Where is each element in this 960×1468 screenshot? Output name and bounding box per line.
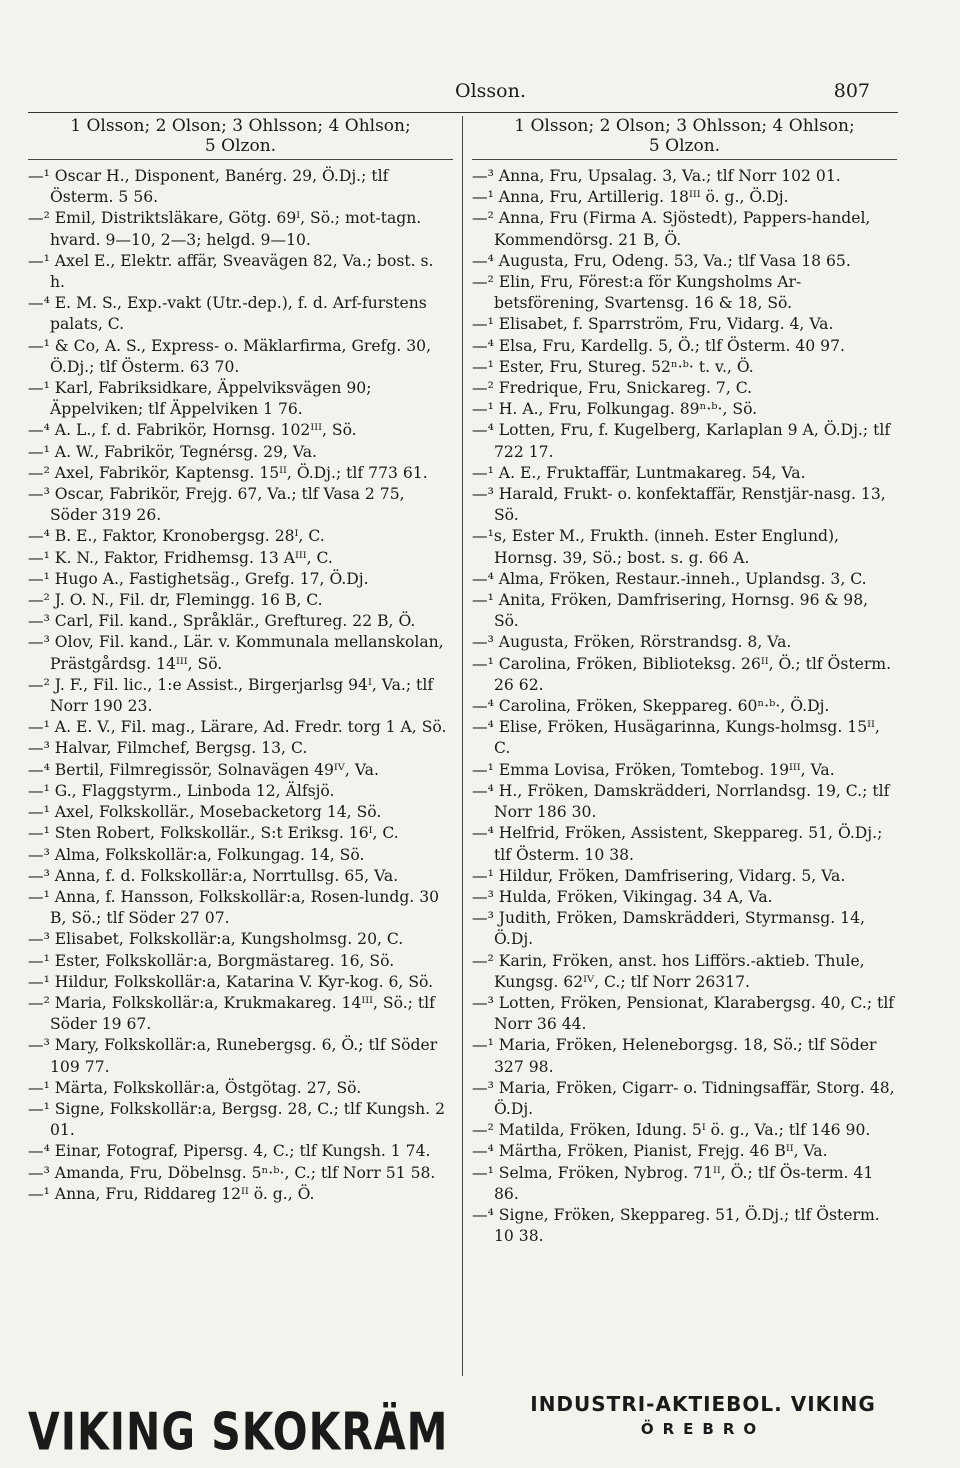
- column-heading-line2: 5 Olzon.: [204, 136, 277, 156]
- list-item: —¹ & Co, A. S., Express- o. Mäklarfirma, Grefg. 30, Ö.Dj.; tlf Österm. 63 70.: [28, 336, 432, 376]
- running-head: [0, 80, 960, 104]
- list-item: —⁴ Lotten, Fru, f. Kugelberg, Karlaplan 9 A, Ö.Dj.; tlf 722 17.: [472, 421, 891, 461]
- list-item: —⁴ Helfrid, Fröken, Assistent, Skeppareg. 51, Ö.Dj.; tlf Österm. 10 38.: [472, 824, 883, 864]
- left-column: [28, 116, 453, 1205]
- list-item: —¹ Hildur, Fröken, Damfrisering, Vidarg. 5, Va.: [472, 866, 846, 885]
- column-divider: [462, 116, 463, 1376]
- list-item: —³ Anna, Fru, Upsalag. 3, Va.; tlf Norr 102 01.: [472, 167, 841, 185]
- list-item: —¹ Elisabet, f. Sparrström, Fru, Vidarg. 4, Va.: [472, 315, 834, 334]
- list-item: —¹ Axel E., Elektr. affär, Sveavägen 82, Va.; bost. s. h.: [28, 251, 434, 292]
- list-item: —¹ A. E., Fruktaffär, Luntmakareg. 54, Va.: [472, 463, 806, 482]
- list-item: —² Maria, Folkskollär:a, Krukmakareg. 14ᴵᴵᴵ, Sö.; tlf Söder 19 67.: [28, 993, 435, 1034]
- column-heading: [28, 116, 453, 160]
- list-item: —³ Carl, Fil. kand., Språklär., Greftureg. 22 B, Ö.: [28, 612, 416, 631]
- list-item: —⁴ Carolina, Fröken, Skeppareg. 60ⁿ·ᵇ·, Ö.Dj.: [472, 697, 830, 716]
- list-item: —³ Judith, Fröken, Damskrädderi, Styrmansg. 14, Ö.Dj.: [472, 909, 865, 949]
- list-item: —¹ Axel, Folkskollär., Mosebacketorg 14, Sö.: [28, 803, 382, 822]
- list-item: —¹ Anita, Fröken, Damfrisering, Hornsg. 96 & 98, Sö.: [472, 591, 869, 631]
- list-item: —¹ A. E. V., Fil. mag., Lärare, Ad. Fredr. torg 1 A, Sö.: [28, 718, 447, 737]
- list-item: —² J. F., Fil. lic., 1:e Assist., Birgerjarlsg 94ᴵ, Va.; tlf Norr 190 23.: [28, 675, 434, 716]
- list-item: —¹ H. A., Fru, Folkungag. 89ⁿ·ᵇ·, Sö.: [472, 400, 758, 419]
- list-item: —⁴ E. M. S., Exp.-vakt (Utr.-dep.), f. d. Arf-furstens palats, C.: [28, 294, 427, 334]
- list-item: —⁴ Märtha, Fröken, Pianist, Frejg. 46 Bᴵᴵ, Va.: [472, 1142, 828, 1161]
- ad-company-block: [493, 1392, 913, 1438]
- list-item: —² Karin, Fröken, anst. hos Lifförs.-aktieb. Thule, Kungsg. 62ᴵⱽ, C.; tlf Norr 26317.: [472, 951, 865, 991]
- list-item: —¹ Sten Robert, Folkskollär., S:t Eriksg. 16ᴵ, C.: [28, 824, 399, 843]
- list-item: —² Axel, Fabrikör, Kaptensg. 15ᴵᴵ, Ö.Dj.; tlf 773 61.: [28, 463, 428, 482]
- list-item: —¹ Emma Lovisa, Fröken, Tomtebog. 19ᴵᴵᴵ, Va.: [472, 760, 835, 779]
- column-heading-line2: 5 Olzon.: [648, 136, 721, 156]
- list-item: —¹ Hugo A., Fastighetsäg., Grefg. 17, Ö.Dj.: [28, 569, 369, 588]
- list-item: —¹ Signe, Folkskollär:a, Bergsg. 28, C.; tlf Kungsh. 2 01.: [28, 1099, 446, 1140]
- list-item: —⁴ Bertil, Filmregissör, Solnavägen 49ᴵⱽ, Va.: [28, 760, 379, 779]
- list-item: —³ Lotten, Fröken, Pensionat, Klarabergsg. 40, C.; tlf Norr 36 44.: [472, 993, 895, 1034]
- list-item: —³ Alma, Folkskollär:a, Folkungag. 14, Sö.: [28, 845, 365, 864]
- ad-company-city: ÖREBRO: [640, 1420, 766, 1438]
- list-item: —¹ Ester, Folkskollär:a, Borgmästareg. 16, Sö.: [28, 951, 395, 970]
- top-rule: [28, 112, 898, 113]
- list-item: —¹ Hildur, Folkskollär:a, Katarina V. Kyr-kog. 6, Sö.: [28, 972, 434, 991]
- list-item: —¹ K. N., Faktor, Fridhemsg. 13 Aᴵᴵᴵ, C.: [28, 548, 333, 567]
- list-item: —² Matilda, Fröken, Idung. 5ᴵ ö. g., Va.; tlf 146 90.: [472, 1121, 871, 1140]
- list-item: —³ Anna, f. d. Folkskollär:a, Norrtullsg. 65, Va.: [28, 866, 399, 885]
- list-item: —⁴ A. L., f. d. Fabrikör, Hornsg. 102ᴵᴵᴵ, Sö.: [28, 421, 357, 440]
- column-heading-line1: 1 Olsson; 2 Olson; 3 Ohlsson; 4 Ohlson;: [70, 116, 411, 136]
- entry-list: [28, 166, 453, 1205]
- list-item: —¹s, Ester M., Frukth. (inneh. Ester Englund), Hornsg. 39, Sö.; bost. s. g. 66 A.: [472, 527, 840, 567]
- list-item: —³ Elisabet, Folkskollär:a, Kungsholmsg. 20, C.: [28, 930, 404, 949]
- list-item: —⁴ Einar, Fotograf, Pipersg. 4, C.; tlf Kungsh. 1 74.: [28, 1142, 431, 1161]
- list-item: —² Elin, Fru, Förest:a för Kungsholms Ar-betsförening, Svartensg. 16 & 18, Sö.: [472, 273, 802, 313]
- list-item: —⁴ Alma, Fröken, Restaur.-inneh., Uplandsg. 3, C.: [472, 569, 867, 588]
- column-heading: [472, 116, 897, 160]
- list-item: —⁴ B. E., Faktor, Kronobergsg. 28ᴵ, C.: [28, 527, 325, 546]
- advertisement-footer: [28, 1392, 928, 1462]
- list-item: —³ Amanda, Fru, Döbelnsg. 5ⁿ·ᵇ·, C.; tlf Norr 51 58.: [28, 1163, 436, 1182]
- right-column: [472, 116, 897, 1247]
- list-item: —¹ Anna, f. Hansson, Folkskollär:a, Rosen-lundg. 30 B, Sö.; tlf Söder 27 07.: [28, 887, 440, 928]
- list-item: —¹ Anna, Fru, Riddareg 12ᴵᴵ ö. g., Ö.: [28, 1184, 315, 1203]
- list-item: —² Anna, Fru (Firma A. Sjöstedt), Pappers-handel, Kommendörsg. 21 B, Ö.: [472, 209, 871, 249]
- page-number: 807: [833, 80, 870, 102]
- list-item: —³ Augusta, Fröken, Rörstrandsg. 8, Va.: [472, 633, 792, 652]
- list-item: —³ Olov, Fil. kand., Lär. v. Kommunala mellanskolan, Prästgårdsg. 14ᴵᴵᴵ, Sö.: [28, 633, 444, 673]
- list-item: —¹ G., Flaggstyrm., Linboda 12, Älfsjö.: [28, 781, 335, 800]
- ad-viking-skokram: VIKING SKOKRÄM: [28, 1402, 449, 1462]
- list-item: —³ Harald, Frukt- o. konfektaffär, Renstjär-nasg. 13, Sö.: [472, 485, 886, 525]
- list-item: —³ Oscar, Fabrikör, Frejg. 67, Va.; tlf Vasa 2 75, Söder 319 26.: [28, 485, 405, 525]
- list-item: —¹ Anna, Fru, Artillerig. 18ᴵᴵᴵ ö. g., Ö.Dj.: [472, 188, 789, 207]
- list-item: —³ Mary, Folkskollär:a, Runebergsg. 6, Ö.; tlf Söder 109 77.: [28, 1036, 438, 1076]
- list-item: —¹ A. W., Fabrikör, Tegnérsg. 29, Va.: [28, 442, 317, 461]
- list-item: —¹ Carolina, Fröken, Biblioteksg. 26ᴵᴵ, Ö.; tlf Österm. 26 62.: [472, 654, 892, 694]
- list-item: —¹ Oscar H., Disponent, Banérg. 29, Ö.Dj.; tlf Österm. 5 56.: [28, 167, 389, 207]
- ad-company-name: INDUSTRI-AKTIEBOL. VIKING: [530, 1392, 876, 1416]
- list-item: —¹ Märta, Folkskollär:a, Östgötag. 27, Sö.: [28, 1078, 362, 1097]
- list-item: —⁴ Elsa, Fru, Kardellg. 5, Ö.; tlf Österm. 40 97.: [472, 336, 845, 355]
- list-item: —³ Maria, Fröken, Cigarr- o. Tidningsaffär, Storg. 48, Ö.Dj.: [472, 1078, 895, 1118]
- list-item: —¹ Ester, Fru, Stureg. 52ⁿ·ᵇ· t. v., Ö.: [472, 357, 754, 376]
- list-item: —¹ Karl, Fabriksidkare, Äppelviksvägen 90; Äppelviken; tlf Äppelviken 1 76.: [28, 379, 372, 419]
- list-item: —³ Halvar, Filmchef, Bergsg. 13, C.: [28, 739, 308, 758]
- entry-list: [472, 166, 897, 1247]
- list-item: —⁴ Augusta, Fru, Odeng. 53, Va.; tlf Vasa 18 65.: [472, 251, 851, 270]
- list-item: —⁴ H., Fröken, Damskrädderi, Norrlandsg. 19, C.; tlf Norr 186 30.: [472, 781, 890, 822]
- list-item: —⁴ Signe, Fröken, Skeppareg. 51, Ö.Dj.; tlf Österm. 10 38.: [472, 1205, 880, 1246]
- page-title: Olsson.: [455, 80, 526, 102]
- list-item: —¹ Selma, Fröken, Nybrog. 71ᴵᴵ, Ö.; tlf Ös-term. 41 86.: [472, 1163, 874, 1203]
- list-item: —³ Hulda, Fröken, Vikingag. 34 A, Va.: [472, 887, 773, 906]
- column-heading-line1: 1 Olsson; 2 Olson; 3 Ohlsson; 4 Ohlson;: [514, 116, 855, 136]
- list-item: —⁴ Elise, Fröken, Husägarinna, Kungs-holmsg. 15ᴵᴵ, C.: [472, 718, 880, 758]
- list-item: —¹ Maria, Fröken, Heleneborgsg. 18, Sö.; tlf Söder 327 98.: [472, 1036, 877, 1076]
- list-item: —² Fredrique, Fru, Snickareg. 7, C.: [472, 379, 753, 398]
- list-item: —² J. O. N., Fil. dr, Flemingg. 16 B, C.: [28, 591, 323, 610]
- list-item: —² Emil, Distriktsläkare, Götg. 69ᴵ, Sö.; mot-tagn. hvard. 9—10, 2—3; helgd. 9—10.: [28, 209, 422, 249]
